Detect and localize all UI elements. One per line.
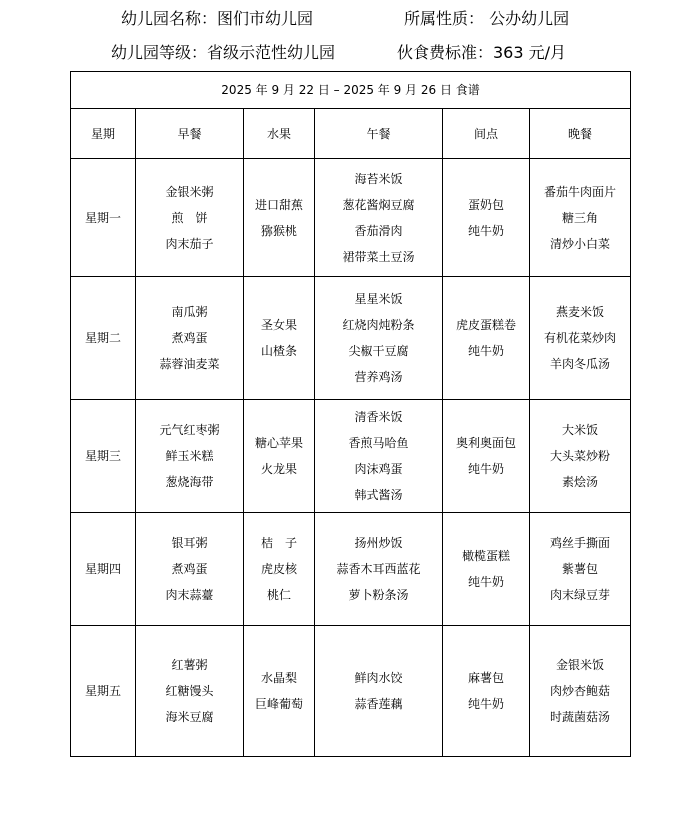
menu-item: 葱烧海带	[165, 475, 214, 489]
menu-item: 鲜玉米糕	[165, 449, 214, 463]
fruit-cell	[244, 159, 315, 277]
menu-item: 山楂条	[260, 344, 297, 358]
menu-item: 羊肉冬瓜汤	[550, 357, 611, 371]
menu-item: 桔 子	[260, 536, 297, 550]
menu-item: 香茄滑肉	[354, 223, 403, 238]
menu-item: 进口甜蕉	[254, 197, 303, 212]
dinner-cell	[530, 277, 631, 400]
breakfast-cell	[136, 277, 244, 400]
lunch-cell	[315, 400, 443, 513]
menu-item: 番茄牛肉面片	[544, 184, 617, 199]
day-cell: 星期一	[71, 159, 136, 277]
dinner-cell	[530, 513, 631, 626]
column-header-day: 星期	[71, 109, 136, 159]
menu-item: 萝卜粉条汤	[348, 588, 409, 602]
menu-item: 麻薯包	[467, 671, 504, 685]
fruit-cell	[244, 400, 315, 513]
snack-cell	[443, 400, 530, 513]
dinner-cell	[530, 626, 631, 757]
menu-item: 纯牛奶	[467, 575, 504, 589]
menu-item: 扬州炒饭	[354, 536, 403, 550]
menu-item: 纯牛奶	[467, 344, 504, 358]
column-header-breakfast: 早餐	[136, 109, 244, 159]
menu-item: 有机花菜炒肉	[544, 331, 617, 345]
menu-item: 糖三角	[562, 210, 599, 225]
menu-item: 金银米粥	[165, 184, 214, 199]
day-cell: 星期三	[71, 400, 136, 513]
kindergarten-name: 幼儿园名称：图们市幼儿园	[121, 9, 314, 28]
menu-item: 韩式酱汤	[354, 488, 403, 502]
dinner-cell	[530, 400, 631, 513]
menu-item: 火龙果	[260, 462, 297, 476]
menu-item: 奥利奥面包	[455, 436, 516, 450]
day-cell: 星期五	[71, 626, 136, 757]
menu-item: 星星米饭	[354, 292, 403, 306]
table-row	[71, 400, 631, 513]
column-header-row	[71, 109, 631, 159]
breakfast-cell	[136, 626, 244, 757]
fruit-cell	[244, 277, 315, 400]
menu-item: 巨峰葡萄	[254, 697, 303, 711]
menu-item: 虎皮核	[260, 562, 297, 576]
lunch-cell	[315, 513, 443, 626]
weekly-menu-table	[70, 71, 631, 757]
menu-item: 纯牛奶	[467, 462, 504, 476]
snack-cell	[443, 513, 530, 626]
menu-item: 煮鸡蛋	[171, 331, 208, 345]
snack-cell	[443, 626, 530, 757]
menu-item: 时蔬菌菇汤	[550, 710, 611, 724]
table-row	[71, 626, 631, 757]
menu-item: 蒜蓉油麦菜	[159, 357, 220, 371]
menu-item: 肉沫鸡蛋	[354, 462, 403, 476]
snack-cell	[443, 159, 530, 277]
menu-item: 糖心苹果	[254, 436, 303, 450]
menu-item: 蒜香木耳西蓝花	[336, 562, 421, 576]
column-header-snack: 间点	[443, 109, 530, 159]
menu-item: 纯牛奶	[467, 697, 504, 711]
menu-item: 素烩汤	[562, 475, 599, 489]
ownership-type: 所属性质： 公办幼儿园	[404, 9, 570, 28]
kindergarten-grade: 幼儿园等级：省级示范性幼儿园	[111, 43, 336, 62]
menu-item: 红烧肉炖粉条	[342, 318, 415, 332]
menu-item: 圣女果	[260, 318, 297, 332]
menu-item: 海苔米饭	[354, 171, 403, 186]
menu-item: 金银米饭	[556, 658, 605, 672]
menu-item: 水晶梨	[260, 671, 297, 685]
menu-item: 红糖馒头	[165, 684, 214, 698]
dinner-cell	[530, 159, 631, 277]
table-row	[71, 277, 631, 400]
menu-item: 肉炒杏鲍菇	[550, 684, 611, 698]
menu-item: 蛋奶包	[467, 197, 504, 212]
snack-cell	[443, 277, 530, 400]
menu-item: 尖椒干豆腐	[348, 344, 409, 358]
menu-item: 清炒小白菜	[550, 236, 611, 251]
menu-item: 燕麦米饭	[556, 305, 605, 319]
menu-item: 肉末蒜薹	[165, 588, 214, 602]
meal-fee: 伙食费标准：363 元/月	[397, 43, 567, 62]
menu-item: 元气红枣粥	[159, 423, 220, 437]
breakfast-cell	[136, 159, 244, 277]
menu-item: 银耳粥	[171, 536, 208, 550]
lunch-cell	[315, 626, 443, 757]
menu-item: 虎皮蛋糕卷	[455, 318, 516, 332]
menu-item: 紫薯包	[562, 562, 599, 576]
table-row	[71, 159, 631, 277]
menu-item: 葱花酱焖豆腐	[342, 197, 415, 212]
menu-item: 大米饭	[562, 423, 599, 437]
column-header-lunch: 午餐	[315, 109, 443, 159]
menu-item: 南瓜粥	[171, 305, 208, 319]
breakfast-cell	[136, 513, 244, 626]
menu-item: 香煎马哈鱼	[348, 436, 409, 450]
menu-item: 鲜肉水饺	[354, 671, 403, 685]
table-row	[71, 513, 631, 626]
menu-item: 红薯粥	[171, 658, 208, 672]
menu-item: 纯牛奶	[467, 223, 504, 238]
menu-item: 海米豆腐	[165, 710, 214, 724]
menu-item: 煮鸡蛋	[171, 562, 208, 576]
menu-item: 鸡丝手撕面	[550, 536, 611, 550]
day-cell: 星期二	[71, 277, 136, 400]
lunch-cell	[315, 277, 443, 400]
menu-item: 裙带菜土豆汤	[342, 249, 415, 264]
menu-item: 桃仁	[266, 588, 291, 602]
fruit-cell	[244, 513, 315, 626]
menu-item: 猕猴桃	[260, 223, 297, 238]
day-cell: 星期四	[71, 513, 136, 626]
menu-item: 肉末绿豆芽	[550, 588, 611, 602]
menu-item: 煎 饼	[171, 210, 208, 225]
menu-item: 蒜香莲藕	[354, 697, 403, 711]
menu-item: 橄榄蛋糕	[461, 549, 510, 563]
breakfast-cell	[136, 400, 244, 513]
lunch-cell	[315, 159, 443, 277]
menu-item: 大头菜炒粉	[550, 449, 611, 463]
column-header-dinner: 晚餐	[530, 109, 631, 159]
fruit-cell	[244, 626, 315, 757]
column-header-fruit: 水果	[244, 109, 315, 159]
menu-item: 肉末茄子	[165, 236, 214, 251]
menu-item: 营养鸡汤	[354, 370, 403, 384]
menu-item: 清香米饭	[354, 410, 403, 424]
menu-title: 2025 年 9 月 22 日 – 2025 年 9 月 26 日 食谱	[71, 72, 631, 109]
